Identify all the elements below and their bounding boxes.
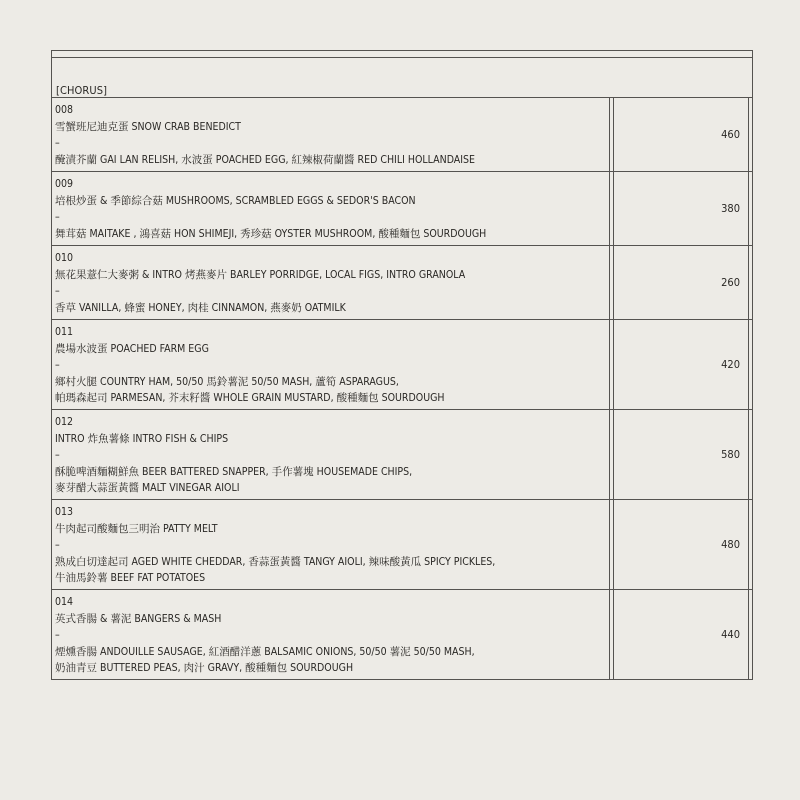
menu-item-row xyxy=(52,98,752,172)
top-rule xyxy=(52,51,752,58)
menu-item-ingredients: 香草 VANILLA, 蜂蜜 HONEY, 肉桂 CINNAMON, 燕麥奶 OATMILK xyxy=(55,301,346,314)
menu-item-dash: – xyxy=(55,137,60,149)
menu-item-ingredients: 酥脆啤酒麵糊鮮魚 BEER BATTERED SNAPPER, 手作薯塊 HOUSEMADE CHIPS, xyxy=(55,465,413,478)
menu-item-title: 牛肉起司酸麵包三明治 PATTY MELT xyxy=(55,522,218,535)
menu-item-number: 013 xyxy=(55,506,74,518)
menu-item-dash: – xyxy=(55,539,60,551)
menu-item-row xyxy=(52,320,752,410)
menu-item-title: 英式香腸 & 薯泥 BANGERS & MASH xyxy=(55,612,222,625)
menu-item-description xyxy=(52,590,610,679)
section-label: [CHORUS] xyxy=(56,84,108,97)
menu-item-ingredients: 醃漬芥蘭 GAI LAN RELISH, 水波蛋 POACHED EGG, 紅辣椒荷蘭醬 RED CHILI HOLLANDAISE xyxy=(55,153,476,166)
menu-item-ingredients: 熟成白切達起司 AGED WHITE CHEDDAR, 香蒜蛋黃醬 TANGY AIOLI, 辣味酸黃瓜 SPICY PICKLES, xyxy=(55,555,496,568)
menu-item-price: 420 xyxy=(614,320,749,409)
menu-item-price: 380 xyxy=(614,172,749,245)
section-header xyxy=(52,58,752,98)
menu-item-number: 012 xyxy=(55,416,74,428)
menu-item-dash: – xyxy=(55,359,60,371)
menu-item-row xyxy=(52,172,752,246)
menu-item-ingredients: 舞茸菇 MAITAKE , 鴻喜菇 HON SHIMEJI, 秀珍菇 OYSTER MUSHROOM, 酸種麵包 SOURDOUGH xyxy=(55,227,487,240)
menu-item-price: 480 xyxy=(614,500,749,589)
menu-item-price: 460 xyxy=(614,98,749,171)
menu-item-description xyxy=(52,500,610,589)
menu-item-description xyxy=(52,320,610,409)
menu-table xyxy=(51,50,753,680)
menu-item-ingredients: 帕瑪森起司 PARMESAN, 芥末籽醬 WHOLE GRAIN MUSTARD, 酸種麵包 SOURDOUGH xyxy=(55,392,445,404)
menu-item-number: 009 xyxy=(55,178,74,190)
menu-item-title: 農場水波蛋 POACHED FARM EGG xyxy=(55,342,209,355)
menu-item-price: 260 xyxy=(614,246,749,319)
menu-item-row xyxy=(52,246,752,320)
menu-item-number: 011 xyxy=(55,326,74,338)
menu-item-ingredients: 牛油馬鈴薯 BEEF FAT POTATOES xyxy=(55,572,206,584)
menu-item-title: INTRO 炸魚薯條 INTRO FISH & CHIPS xyxy=(55,432,229,445)
menu-item-title: 無花果薏仁大麥粥 & INTRO 烤燕麥片 BARLEY PORRIDGE, LOCAL FIGS, INTRO GRANOLA xyxy=(55,268,466,281)
menu-item-price: 440 xyxy=(614,590,749,679)
menu-item-description xyxy=(52,246,610,319)
menu-item-price: 580 xyxy=(614,410,749,499)
menu-item-description xyxy=(52,172,610,245)
menu-item-ingredients: 奶油青豆 BUTTERED PEAS, 肉汁 GRAVY, 酸種麵包 SOURDOUGH xyxy=(55,662,354,674)
menu-item-title: 培根炒蛋 & 季節綜合菇 MUSHROOMS, SCRAMBLED EGGS & SEDOR'S BACON xyxy=(55,194,416,207)
menu-item-row xyxy=(52,410,752,500)
menu-item-ingredients: 鄉村火腿 COUNTRY HAM, 50/50 馬鈴薯泥 50/50 MASH, 蘆筍 ASPARAGUS, xyxy=(55,375,399,388)
menu-item-ingredients: 麥芽醋大蒜蛋黃醬 MALT VINEGAR AIOLI xyxy=(55,482,240,494)
menu-item-number: 008 xyxy=(55,104,74,116)
menu-items xyxy=(52,98,752,679)
menu-item-row xyxy=(52,590,752,679)
menu-item-description xyxy=(52,98,610,171)
menu-item-dash: – xyxy=(55,449,60,461)
menu-item-row xyxy=(52,500,752,590)
menu-item-number: 010 xyxy=(55,252,74,264)
menu-item-description xyxy=(52,410,610,499)
menu-item-dash: – xyxy=(55,211,60,223)
menu-item-title: 雪蟹班尼迪克蛋 SNOW CRAB BENEDICT xyxy=(55,120,241,133)
menu-item-dash: – xyxy=(55,285,60,297)
menu-item-dash: – xyxy=(55,629,60,641)
menu-item-ingredients: 煙燻香腸 ANDOUILLE SAUSAGE, 紅酒醋洋蔥 BALSAMIC ONIONS, 50/50 薯泥 50/50 MASH, xyxy=(55,645,475,658)
menu-item-number: 014 xyxy=(55,596,74,608)
